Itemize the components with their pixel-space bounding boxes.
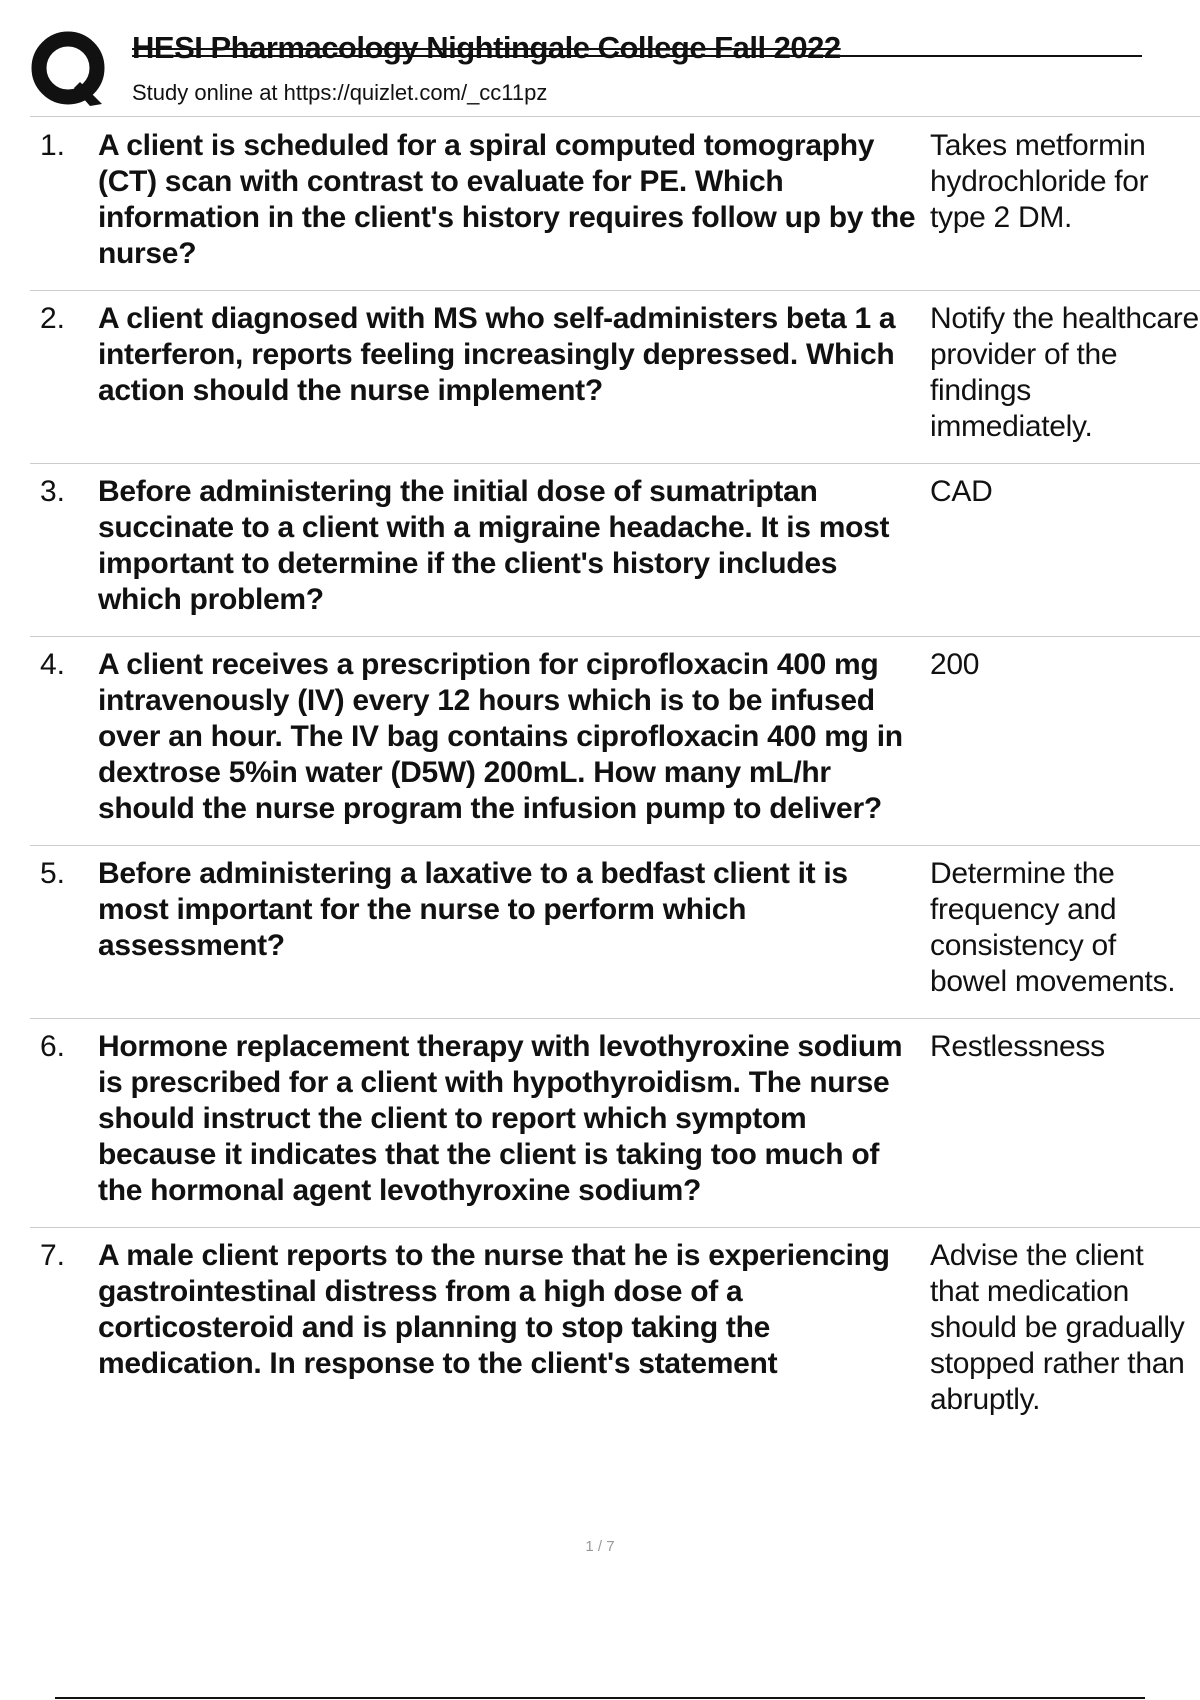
- page-number: 1 / 7: [585, 1538, 615, 1555]
- card-number: 2.: [40, 302, 66, 335]
- card-question: Before administering a laxative to a bedfast client it is most important for the nurse to perform which assessment?: [98, 857, 848, 962]
- header-divider: [30, 116, 1200, 117]
- card-answer: Restlessness: [930, 1030, 1105, 1063]
- card-question: Hormone replacement therapy with levothyroxine sodium is prescribed for a client with hypothyroidism. The nurse should instruct the client to report which symptom because it indicates that the client is taking too much of the hormonal agent levothyroxine sodium?: [98, 1030, 903, 1207]
- card-question: A client diagnosed with MS who self-administers beta 1 a interferon, reports feeling increasingly depressed. Which action should the nurse implement?: [98, 302, 896, 407]
- card-number: 3.: [40, 475, 66, 508]
- card-question: A client receives a prescription for ciprofloxacin 400 mg intravenously (IV) every 12 hours which is to be infused over an hour. The IV bag contains ciprofloxacin 400 mg in dextrose 5%in water (D5W) 200mL. How many mL/hr should the nurse program the infusion pump to deliver?: [98, 648, 903, 825]
- card-answer: Takes metformin hydrochloride for type 2 DM.: [930, 129, 1149, 234]
- flashcard-row: [30, 846, 1200, 1019]
- card-number: 1.: [40, 129, 66, 162]
- card-answer: CAD: [930, 475, 993, 508]
- card-question: Before administering the initial dose of sumatriptan succinate to a client with a migraine headache. It is most important to determine if the client's history includes which problem?: [98, 475, 890, 616]
- title-rule: [132, 55, 1142, 57]
- flashcard-row: [30, 118, 1200, 291]
- flashcard-row: [30, 637, 1200, 846]
- card-question: A male client reports to the nurse that he is experiencing gastrointestinal distress from a high dose of a corticosteroid and is planning to stop taking the medication. In response to the client's statement: [98, 1239, 890, 1380]
- flashcard-row: [30, 1228, 1200, 1436]
- footer-rule: [55, 1697, 1145, 1699]
- card-answer: Determine the frequency and consistency of bowel movements.: [930, 857, 1176, 998]
- study-online-link[interactable]: Study online at https://quizlet.com/_cc11pz: [132, 80, 548, 105]
- flashcard-list: [30, 118, 1200, 1436]
- card-number: 7.: [40, 1239, 66, 1272]
- quizlet-logo-icon: [30, 30, 110, 110]
- flashcard-row: [30, 1019, 1200, 1228]
- card-answer: Notify the healthcare provider of the findings immediately.: [930, 302, 1199, 443]
- card-number: 5.: [40, 857, 66, 890]
- card-number: 4.: [40, 648, 66, 681]
- flashcard-row: [30, 291, 1200, 464]
- card-answer: Advise the client that medication should be gradually stopped rather than abruptly.: [930, 1239, 1185, 1416]
- card-question: A client is scheduled for a spiral computed tomography (CT) scan with contrast to evaluate for PE. Which information in the client's history requires follow up by the nurse?: [98, 129, 916, 270]
- card-answer: 200: [930, 648, 980, 681]
- document-title: HESI Pharmacology Nightingale College Fall 2022: [132, 30, 841, 65]
- card-number: 6.: [40, 1030, 66, 1063]
- flashcard-row: [30, 464, 1200, 637]
